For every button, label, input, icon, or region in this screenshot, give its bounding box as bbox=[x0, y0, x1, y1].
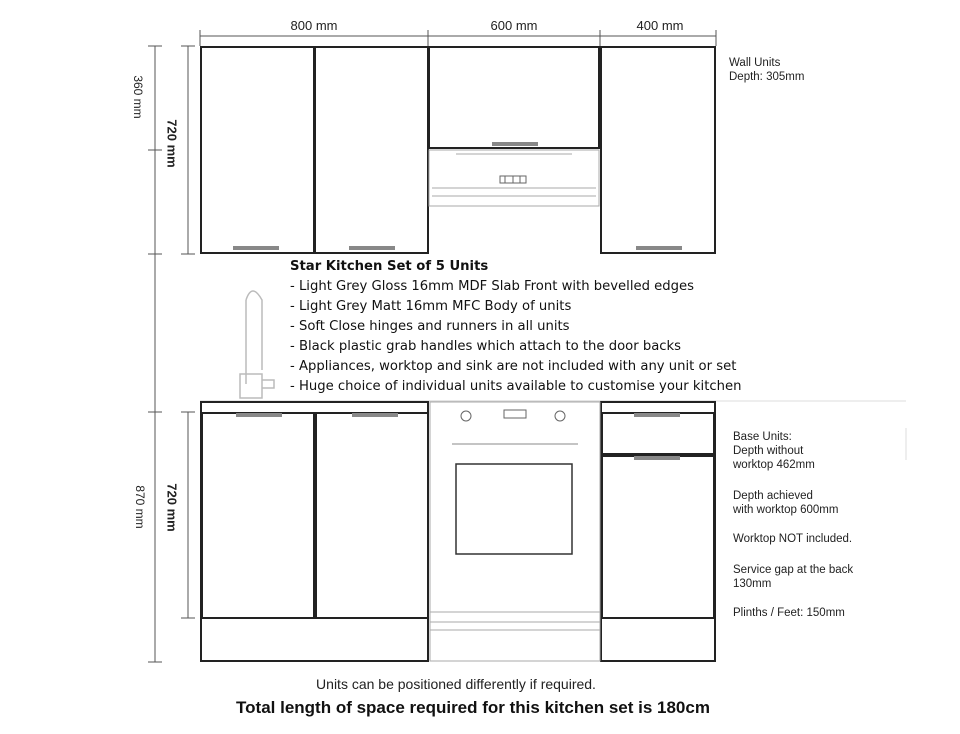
handle bbox=[636, 246, 682, 250]
dim-base-870: 870 mm bbox=[133, 485, 147, 529]
handle bbox=[634, 456, 680, 460]
dim-base-720: 720 mm bbox=[164, 483, 180, 532]
tap-icon bbox=[240, 291, 274, 398]
handle bbox=[352, 413, 398, 417]
service-gap-2: 130mm bbox=[733, 578, 772, 590]
wall-cabinet-door-middle bbox=[315, 47, 428, 253]
positioning-note: Units can be positioned differently if required. bbox=[316, 676, 596, 692]
handle bbox=[492, 142, 538, 146]
base-units-depth-2: worktop 462mm bbox=[733, 459, 815, 471]
wall-units-depth: Depth: 305mm bbox=[729, 71, 805, 83]
dim-400: 400 mm bbox=[636, 18, 684, 33]
service-gap-note bbox=[733, 563, 853, 591]
spec-item: - Huge choice of individual units available to customise your kitchen bbox=[290, 379, 742, 394]
dim-wall-360: 360 mm bbox=[131, 75, 145, 119]
worktop-excluded-note: Worktop NOT included. bbox=[733, 533, 853, 545]
base-units-label: Base Units: bbox=[733, 431, 792, 443]
dim-600: 600 mm bbox=[490, 18, 538, 33]
wall-cabinet-door-left bbox=[201, 47, 314, 253]
spec-item: - Appliances, worktop and sink are not included with any unit or set bbox=[290, 359, 737, 374]
spec-item: - Light Grey Matt 16mm MFC Body of units bbox=[290, 299, 572, 314]
plinths-note: Plinths / Feet: 150mm bbox=[733, 607, 845, 619]
spec-item: - Light Grey Gloss 16mm MDF Slab Front with bevelled edges bbox=[290, 279, 695, 294]
handle bbox=[634, 413, 680, 417]
handle bbox=[233, 246, 279, 250]
dim-800: 800 mm bbox=[290, 18, 338, 33]
worktop-depth-2: with worktop 600mm bbox=[733, 504, 839, 516]
extractor-hood bbox=[429, 150, 599, 206]
base-units-note bbox=[733, 430, 815, 472]
handle bbox=[236, 413, 282, 417]
base-door-middle bbox=[316, 413, 428, 618]
worktop-depth-1: Depth achieved bbox=[733, 490, 813, 502]
worktop-depth-note bbox=[733, 489, 838, 517]
base-drawer bbox=[602, 413, 714, 454]
base-units-depth-1: Depth without bbox=[733, 445, 804, 457]
wall-units-note bbox=[729, 56, 804, 84]
base-door-right bbox=[602, 456, 714, 618]
oven bbox=[430, 402, 600, 661]
spec-title: Star Kitchen Set of 5 Units bbox=[290, 259, 489, 274]
base-door-left bbox=[202, 413, 314, 618]
spec-item: - Soft Close hinges and runners in all units bbox=[290, 319, 570, 334]
wall-units-label: Wall Units bbox=[729, 57, 781, 69]
spec-item: - Black plastic grab handles which attach to the door backs bbox=[290, 339, 682, 354]
wall-cabinet-top-hood bbox=[429, 47, 599, 148]
dim-wall-720: 720 mm bbox=[164, 119, 180, 168]
wall-cabinet-right bbox=[601, 47, 715, 253]
spec-list bbox=[290, 257, 741, 397]
total-length-note: Total length of space required for this kitchen set is 180cm bbox=[236, 698, 710, 717]
service-gap-1: Service gap at the back bbox=[733, 564, 854, 576]
handle bbox=[349, 246, 395, 250]
